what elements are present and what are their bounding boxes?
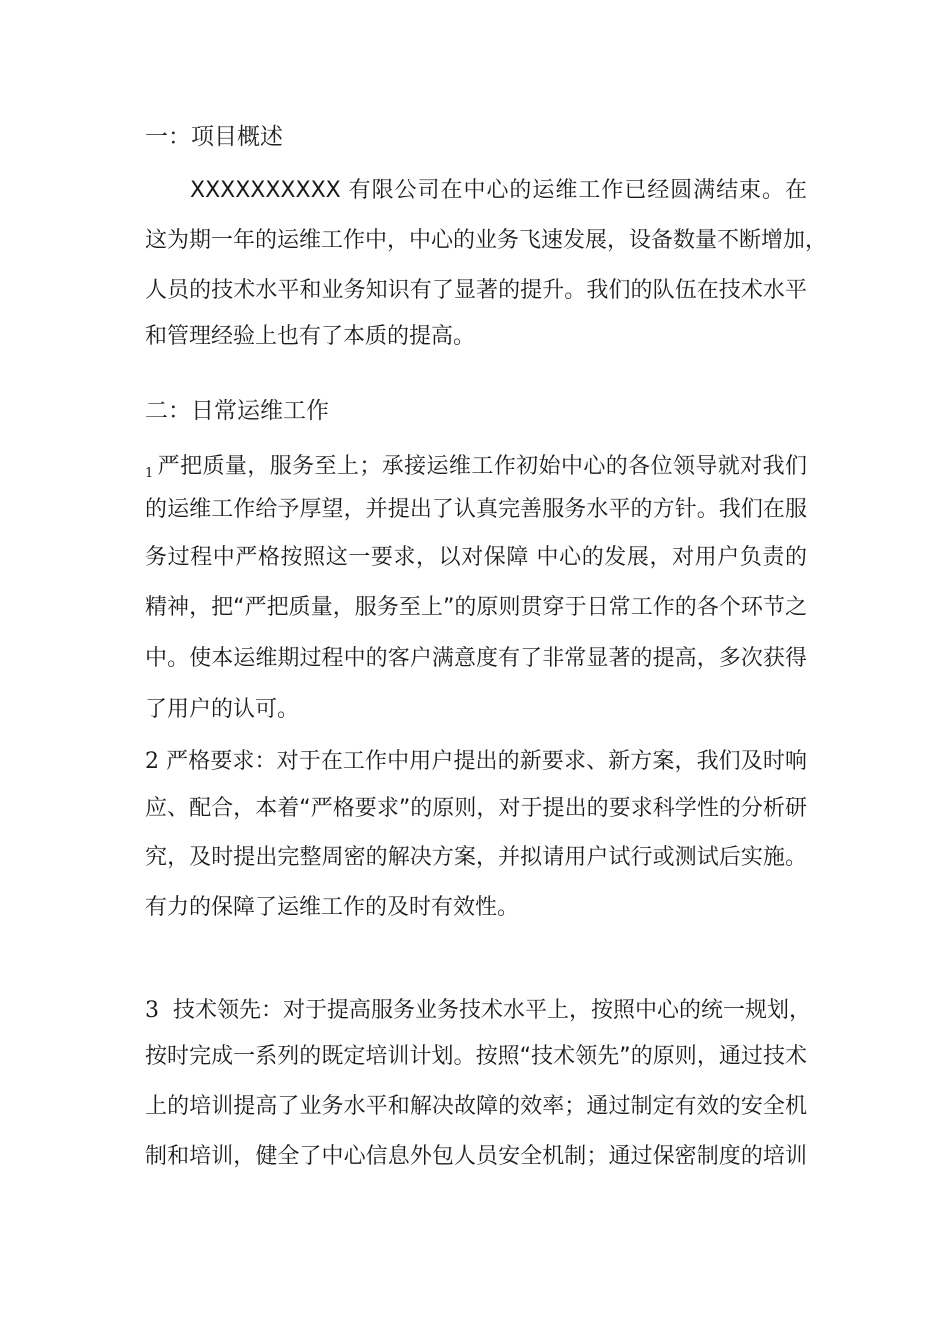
item-3-text: 技术领先：对于提高服务业务技术水平上，按照中心的统一规划， xyxy=(173,998,812,1023)
paragraph-line: 人员的技术水平和业务知识有了显著的提升。我们的队伍在技术水平 xyxy=(145,278,807,303)
item-1-text: 严把质量，服务至上；承接运维工作初始中心的各位领导就对我们 xyxy=(157,454,807,479)
paragraph-line: 上的培训提高了业务水平和解决故障的效率；通过制定有效的安全机 xyxy=(145,1094,807,1119)
item-3-number: 3 xyxy=(145,998,159,1023)
item-2-text: 严格要求：对于在工作中用户提出的新要求、新方案，我们及时响 xyxy=(166,749,807,774)
paragraph-line: 的运维工作给予厚望，并提出了认真完善服务水平的方针。我们在服 xyxy=(145,497,807,522)
paragraph-line: 制和培训，健全了中心信息外包人员安全机制；通过保密制度的培训 xyxy=(145,1144,807,1169)
item-1-first-line xyxy=(145,452,807,489)
paragraph-line: 精神，把“严把质量，服务至上”的原则贯穿于日常工作的各个环节之 xyxy=(145,595,807,620)
item-2-number: 2 xyxy=(145,749,159,774)
paragraph-line: XXXXXXXXXX 有限公司在中心的运维工作已经圆满结束。在 xyxy=(190,178,807,203)
item-3-first-line xyxy=(145,996,812,1026)
paragraph-line: 应、配合，本着“严格要求”的原则，对于提出的要求科学性的分析研 xyxy=(145,796,807,821)
paragraph-line: 这为期一年的运维工作中，中心的业务飞速发展，设备数量不断增加， xyxy=(145,228,828,253)
paragraph-line: 究，及时提出完整周密的解决方案，并拟请用户试行或测试后实施。 xyxy=(145,845,807,870)
item-2-first-line xyxy=(145,747,807,777)
paragraph-line: 按时完成一系列的既定培训计划。按照“技术领先”的原则，通过技术 xyxy=(145,1044,807,1069)
paragraph-line: 和管理经验上也有了本质的提高。 xyxy=(145,324,476,349)
section-heading-daily-ops: 二：日常运维工作 xyxy=(145,398,329,424)
paragraph-line: 有力的保障了运维工作的及时有效性。 xyxy=(145,895,520,920)
paragraph-line: 了用户的认可。 xyxy=(145,697,300,722)
item-1-number: 1 xyxy=(145,466,154,481)
paragraph-line: 中。使本运维期过程中的客户满意度有了非常显著的提高，多次获得 xyxy=(145,646,807,671)
section-heading-overview: 一：项目概述 xyxy=(145,124,283,150)
paragraph-line: 务过程中严格按照这一要求，以对保障 中心的发展，对用户负责的 xyxy=(145,545,807,570)
